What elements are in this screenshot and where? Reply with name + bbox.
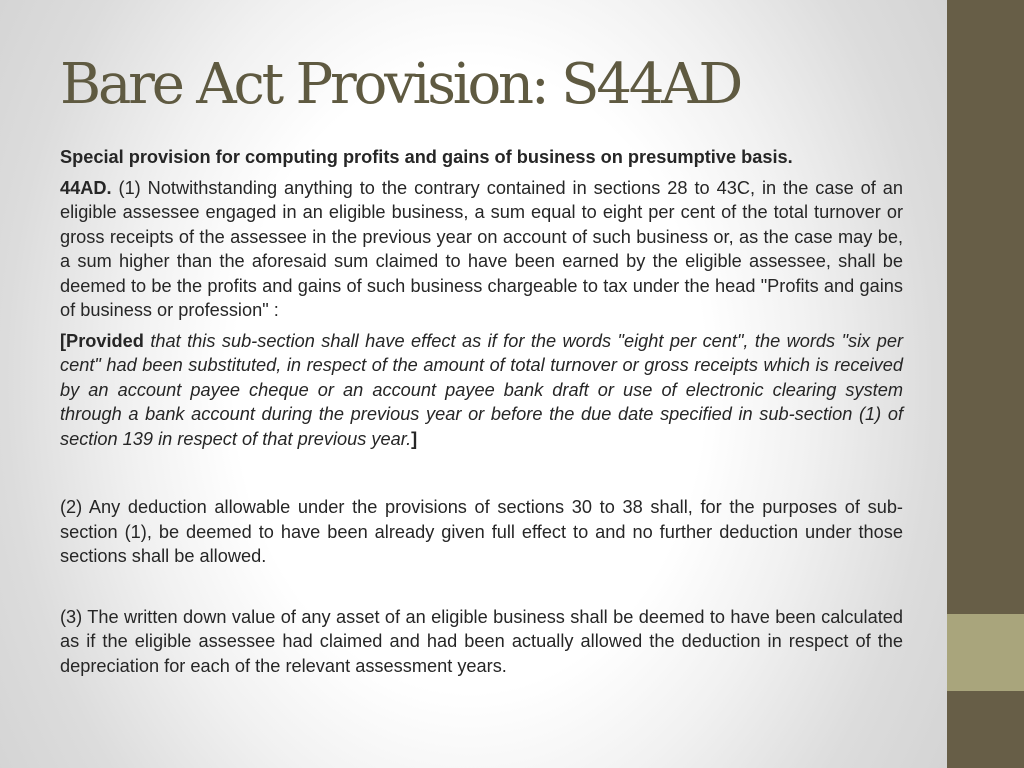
subsection-2: (2) Any deduction allowable under the provisions of sections 30 to 38 shall, for the purposes of sub-section (1), be deemed to have been already given full effect to and no further deduction under those sections shall be allowed. (60, 497, 903, 566)
slide-title: Bare Act Provision: S44AD (60, 52, 741, 117)
proviso-close: ] (411, 428, 418, 449)
subsection-1 (60, 176, 903, 323)
spacer (60, 575, 903, 605)
spacer (60, 457, 903, 495)
subsection-1-text: (1) Notwithstanding anything to the contrary contained in sections 28 to 43C, in the case of an eligible assessee engaged in an eligible business, a sum equal to eight per cent of the total turnover or gross receipts of the assessee in the previous year on account of such business or, as the case may be, a sum higher than the aforesaid sum claimed to have been earned by the eligible assessee, shall be deemed to be the profits and gains of such business chargeable to tax under the head "Profits and gains of business or profession" : (60, 177, 903, 320)
sidebar-band (947, 0, 1024, 768)
proviso-open: [Provided (60, 330, 144, 351)
proviso (60, 329, 903, 452)
proviso-text: that this sub-section shall have effect as if for the words "eight per cent", the words "six per cent" had been substituted, in respect of the amount of total turnover or gross receipts which is received by an account payee cheque or an account payee bank draft or use of electronic clearing system through a bank account during the previous year or before the due date specified in sub-section (1) of section 139 in respect of that previous year. (60, 330, 903, 449)
slide-body (60, 145, 903, 684)
section-label: 44AD. (60, 177, 112, 198)
sidebar-accent-block (947, 614, 1024, 691)
subsection-3: (3) The written down value of any asset of an eligible business shall be deemed to have been calculated as if the eligible assessee had claimed and had been actually allowed the deduction in respect of the depreciation for each of the relevant assessment years. (60, 606, 903, 676)
provision-heading: Special provision for computing profits and gains of business on presumptive basis. (60, 147, 793, 167)
